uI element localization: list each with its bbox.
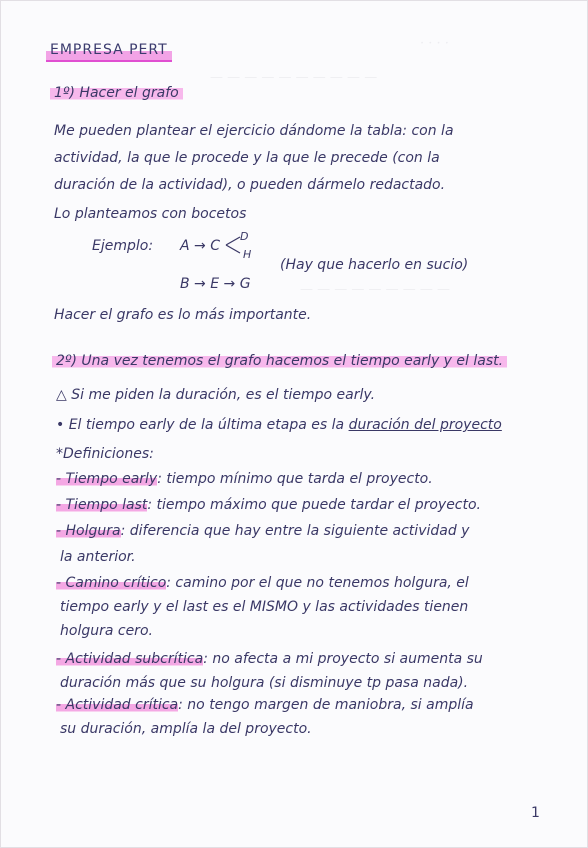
- definition-continuation: holgura cero.: [60, 623, 153, 639]
- page-title: EMPRESA PERT: [46, 40, 172, 62]
- definition-term: - Actividad crítica: [56, 697, 179, 713]
- bullet-underlined: duración del proyecto: [348, 417, 502, 433]
- triangle-note: [56, 386, 375, 404]
- definition-item: [56, 650, 483, 668]
- example-label: Ejemplo:: [92, 238, 154, 254]
- definition-continuation: tiempo early y el last es el MISMO y las actividades tienen: [60, 599, 469, 615]
- section-heading-1: [50, 84, 183, 102]
- example-branch-down: H: [243, 248, 252, 261]
- triangle-note-text: Si me piden la duración, es el tiempo early.: [71, 387, 376, 403]
- definition-text: : no afecta a mi proyecto si aumenta su: [203, 651, 483, 667]
- definition-text: : tiempo máximo que puede tardar el proyecto.: [147, 497, 482, 513]
- definition-text: : diferencia que hay entre la siguiente actividad y: [120, 523, 470, 539]
- bleed-through: — — — — — — — — —: [300, 282, 451, 297]
- triangle-icon: △: [56, 387, 67, 403]
- definition-item: [56, 522, 469, 540]
- definitions-title: *Definiciones:: [56, 446, 154, 462]
- paragraph-line: Lo planteamos con bocetos: [54, 206, 247, 222]
- section-heading-2-text: 2º) Una vez tenemos el grafo hacemos el tiempo early y el last.: [52, 353, 507, 369]
- definition-item: [56, 696, 474, 714]
- definition-term: - Holgura: [56, 523, 121, 539]
- example-line-2: B → E → G: [180, 276, 251, 292]
- definition-term: - Tiempo early: [56, 471, 158, 487]
- definition-term: - Tiempo last: [56, 497, 148, 513]
- paragraph-line: actividad, la que le procede y la que le precede (con la: [54, 150, 440, 166]
- bleed-through: — — — — — — — — — —: [210, 70, 378, 85]
- example-note: (Hay que hacerlo en sucio): [280, 257, 469, 273]
- branch-arrows-icon: [224, 232, 244, 258]
- section-heading-2: [52, 352, 507, 370]
- paragraph-line: duración de la actividad), o pueden dármelo redactado.: [54, 177, 446, 193]
- bullet-line: [56, 416, 502, 434]
- page-number: 1: [531, 805, 540, 821]
- paragraph-line: Me pueden plantear el ejercicio dándome la tabla: con la: [54, 123, 454, 139]
- example-line-1: A → C: [180, 238, 220, 254]
- definition-text: : tiempo mínimo que tarda el proyecto.: [157, 471, 433, 487]
- definition-continuation: su duración, amplía la del proyecto.: [60, 721, 312, 737]
- section-heading-1-text: 1º) Hacer el grafo: [50, 85, 183, 101]
- definition-item: [56, 496, 481, 514]
- definition-term: - Actividad subcrítica: [56, 651, 204, 667]
- bleed-through: · · · ·: [420, 36, 449, 51]
- paragraph-line: Hacer el grafo es lo más importante.: [54, 307, 312, 323]
- definition-continuation: la anterior.: [60, 549, 136, 565]
- definition-text: : camino por el que no tenemos holgura, el: [166, 575, 469, 591]
- definition-text: : no tengo margen de maniobra, si amplía: [178, 697, 474, 713]
- definition-item: [56, 574, 469, 592]
- definition-term: - Camino crítico: [56, 575, 167, 591]
- example-branch-up: D: [240, 230, 249, 243]
- bullet-text: • El tiempo early de la última etapa es la: [56, 417, 349, 433]
- definition-item: [56, 470, 433, 488]
- definition-continuation: duración más que su holgura (si disminuye tp pasa nada).: [60, 675, 469, 691]
